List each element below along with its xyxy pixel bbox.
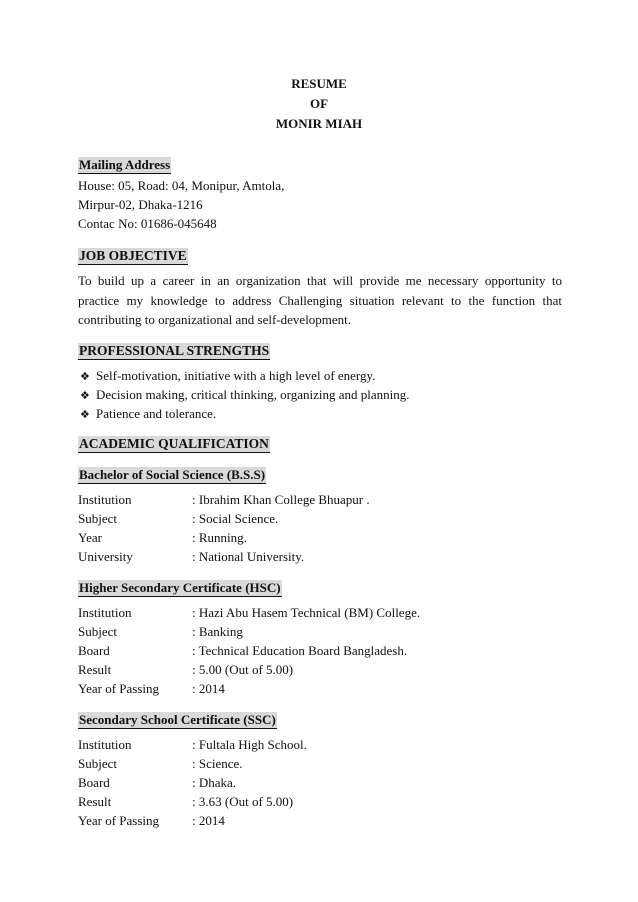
ssc-row: Institution : Fultala High School. bbox=[78, 737, 307, 752]
title-name: MONIR MIAH bbox=[275, 116, 363, 131]
hsc-row: Institution : Hazi Abu Hasem Technical (BM) College. bbox=[78, 605, 421, 620]
diamond-bullet-icon: ❖ bbox=[80, 408, 90, 421]
hsc-row: Subject : Banking bbox=[78, 624, 243, 639]
address-line-2: Mirpur-02, Dhaka-1216 bbox=[78, 197, 203, 212]
strength-item: ❖ Self-motivation, initiative with a high level of energy. bbox=[80, 366, 375, 386]
bss-row: University : National University. bbox=[78, 549, 305, 564]
strength-item: ❖ Decision making, critical thinking, organizing and planning. bbox=[80, 385, 410, 405]
resume-title-block bbox=[0, 74, 638, 134]
diamond-bullet-icon: ❖ bbox=[80, 389, 90, 402]
job-objective-text: To build up a career in an organization that will provide me necessary opportunity to practice my knowledge to address Challenging situation relevant to the function that contributing to organizational and self-development. bbox=[78, 273, 562, 327]
mailing-address-heading: Mailing Address bbox=[79, 157, 171, 172]
hsc-row: Result : 5.00 (Out of 5.00) bbox=[78, 662, 294, 677]
ssc-row: Result : 3.63 (Out of 5.00) bbox=[78, 794, 294, 809]
job-objective-heading: JOB OBJECTIVE bbox=[79, 248, 187, 263]
ssc-row: Subject : Science. bbox=[78, 756, 243, 771]
bss-row: Institution : Ibrahim Khan College Bhuapur . bbox=[78, 492, 370, 507]
academic-qualification-heading: ACADEMIC QUALIFICATION bbox=[79, 436, 269, 451]
title-resume: RESUME bbox=[291, 76, 347, 91]
hsc-heading: Higher Secondary Certificate (HSC) bbox=[79, 580, 281, 595]
hsc-row: Year of Passing : 2014 bbox=[78, 681, 225, 696]
bss-row: Year : Running. bbox=[78, 530, 247, 545]
strength-item: ❖ Patience and tolerance. bbox=[80, 404, 216, 424]
bss-row: Subject : Social Science. bbox=[78, 511, 279, 526]
diamond-bullet-icon: ❖ bbox=[80, 370, 90, 383]
bss-heading: Bachelor of Social Science (B.S.S) bbox=[79, 467, 266, 482]
professional-strengths-heading: PROFESSIONAL STRENGTHS bbox=[79, 343, 270, 358]
ssc-row: Board : Dhaka. bbox=[78, 775, 237, 790]
ssc-heading: Secondary School Certificate (SSC) bbox=[79, 712, 276, 727]
ssc-row: Year of Passing : 2014 bbox=[78, 813, 225, 828]
hsc-row: Board : Technical Education Board Bangladesh. bbox=[78, 643, 408, 658]
address-line-1: House: 05, Road: 04, Monipur, Amtola, bbox=[78, 178, 285, 193]
title-of: OF bbox=[309, 96, 329, 111]
contact-line: Contac No: 01686-045648 bbox=[78, 216, 217, 231]
